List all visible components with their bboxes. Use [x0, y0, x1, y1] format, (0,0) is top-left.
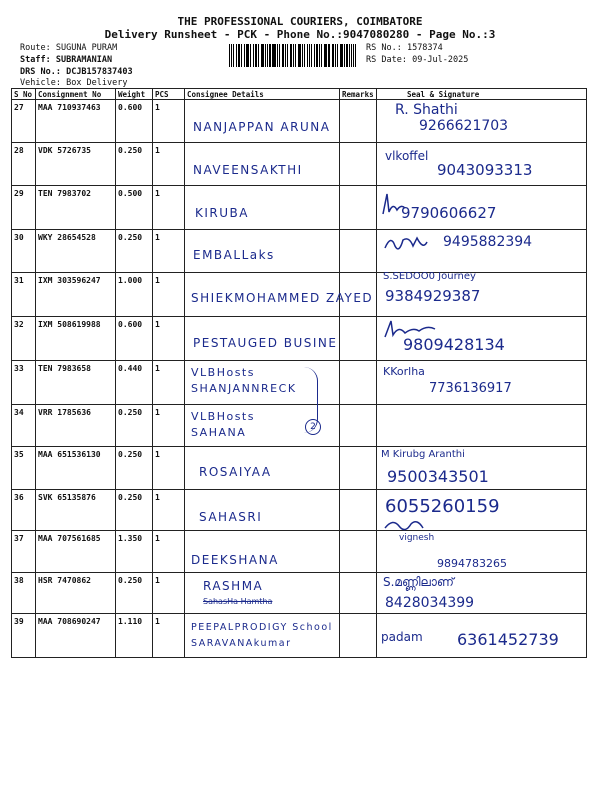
cell-sno: 27: [12, 100, 36, 143]
phone-handwriting: 6361452739: [457, 630, 559, 649]
col-weight: Weight: [116, 89, 153, 100]
phone-handwriting: 8428034399: [385, 595, 475, 611]
table-row: [12, 143, 587, 186]
cell-pcs: 1: [153, 230, 185, 273]
consignee-handwriting: PESTAUGED BUSINE: [193, 336, 338, 350]
cell-weight: 1.350: [116, 531, 153, 573]
cell-consignee: [185, 573, 340, 614]
table-row: [12, 186, 587, 230]
col-pcs: PCS: [153, 89, 185, 100]
cell-sno: 34: [12, 405, 36, 447]
cell-consignment: WKY 28654528: [36, 230, 116, 273]
cell-sno: 32: [12, 317, 36, 361]
col-consignment: Consignment No: [36, 89, 116, 100]
cell-remarks: [340, 273, 377, 317]
cell-sno: 29: [12, 186, 36, 230]
cell-pcs: 1: [153, 405, 185, 447]
table-header-row: [12, 89, 587, 100]
col-sno: S No: [12, 89, 36, 100]
phone-handwriting: 7736136917: [429, 381, 512, 396]
cell-pcs: 1: [153, 573, 185, 614]
cell-consignment: TEN 7983702: [36, 186, 116, 230]
cell-consignee: [185, 273, 374, 317]
staff-value: SUBRAMANIAN: [55, 55, 113, 65]
cell-consignee: [185, 317, 340, 361]
cell-consignee: [185, 490, 340, 531]
consignee-handwriting: KIRUBA: [195, 206, 249, 220]
signature-scribble: [383, 232, 433, 256]
cell-sno: 36: [12, 490, 36, 531]
phone-handwriting: 9894783265: [437, 557, 507, 570]
cell-consignment: MAA 707561685: [36, 531, 116, 573]
cell-pcs: 1: [153, 531, 185, 573]
cell-pcs: 1: [153, 273, 185, 317]
cell-weight: 0.600: [116, 100, 153, 143]
consignee-handwriting: PEEPALPRODIGY School SARAVANAkumar: [191, 622, 333, 649]
cell-weight: 0.250: [116, 573, 153, 614]
phone-handwriting: 9384929387: [385, 287, 481, 305]
consignee-handwriting: RASHMA: [203, 579, 264, 593]
cell-consignee: [185, 230, 340, 273]
signature-handwriting: M Kirubg Aranthi: [381, 449, 465, 460]
cell-consignee: [185, 405, 340, 447]
cell-signature: [377, 186, 587, 230]
cell-consignee: [185, 186, 340, 230]
cell-weight: 0.250: [116, 230, 153, 273]
phone-handwriting: 9043093313: [437, 161, 533, 179]
cell-pcs: 1: [153, 447, 185, 490]
cell-remarks: [340, 100, 377, 143]
cell-remarks: [340, 143, 377, 186]
cell-weight: 0.250: [116, 490, 153, 531]
runsheet-subtitle: Delivery Runsheet - PCK - Phone No.:9047080280 - Page No.:3: [104, 28, 496, 41]
cell-remarks: [340, 405, 377, 447]
table-row: [12, 230, 587, 273]
cell-sno: 30: [12, 230, 36, 273]
col-signature: Seal & Signature: [377, 89, 587, 100]
cell-remarks: [340, 531, 377, 573]
cell-sno: 35: [12, 447, 36, 490]
table-row: [12, 573, 587, 614]
phone-handwriting: 9809428134: [403, 335, 505, 354]
table-row: [12, 273, 587, 317]
cell-consignment: HSR 7470862: [36, 573, 116, 614]
pair-marker: 2: [305, 419, 321, 435]
cell-signature: [377, 405, 587, 447]
table-row: [12, 490, 587, 531]
cell-pcs: 1: [153, 143, 185, 186]
cell-pcs: 1: [153, 614, 185, 658]
route-line: [20, 43, 117, 54]
cell-signature: [377, 447, 587, 490]
cell-pcs: 1: [153, 361, 185, 405]
cell-weight: 0.500: [116, 186, 153, 230]
cell-sno: 37: [12, 531, 36, 573]
cell-remarks: [340, 186, 377, 230]
consignee-handwriting: EMBALLaks: [193, 248, 275, 262]
barcode: [229, 44, 357, 67]
cell-weight: 0.600: [116, 317, 153, 361]
cell-weight: 0.250: [116, 405, 153, 447]
cell-consignee: [185, 143, 340, 186]
consignee-handwriting: VLBHosts SHANJANNRECK: [191, 366, 297, 395]
cell-consignee: [185, 100, 340, 143]
cell-weight: 0.250: [116, 143, 153, 186]
vehicle-label: Vehicle:: [20, 78, 61, 88]
cell-consignee: [185, 531, 340, 573]
cell-consignment: SVK 65135876: [36, 490, 116, 531]
cell-consignee: [185, 361, 340, 405]
cell-weight: 1.110: [116, 614, 153, 658]
cell-signature: [377, 573, 587, 614]
cell-weight: 0.440: [116, 361, 153, 405]
cell-signature: [377, 273, 587, 317]
cell-signature: [377, 361, 587, 405]
cell-signature: [377, 100, 587, 143]
rs-date-label: RS Date:: [366, 55, 407, 65]
table-row: [12, 361, 587, 405]
cell-sno: 33: [12, 361, 36, 405]
drs-label: DRS No.:: [20, 67, 61, 77]
consignee-handwriting: ROSAIYAA: [199, 465, 272, 479]
cell-weight: 1.000: [116, 273, 153, 317]
phone-handwriting: 9500343501: [387, 467, 489, 486]
rs-no-line: [366, 43, 443, 54]
table-row: [12, 447, 587, 490]
signature-scribble: [383, 317, 443, 341]
cell-consignment: MAA 651536130: [36, 447, 116, 490]
cell-consignment: IXM 303596247: [36, 273, 116, 317]
signature-handwriting: vlkoffel: [385, 149, 429, 163]
route-value: SUGUNA PURAM: [55, 43, 118, 53]
consignee-handwriting: VLBHosts SAHANA: [191, 410, 255, 439]
cell-consignment: IXM 508619988: [36, 317, 116, 361]
table-row: [12, 614, 587, 658]
cell-pcs: 1: [153, 100, 185, 143]
route-label: Route:: [20, 43, 51, 53]
cell-consignment: TEN 7983658: [36, 361, 116, 405]
cell-remarks: [340, 361, 377, 405]
staff-label: Staff:: [20, 55, 51, 65]
cell-consignment: MAA 710937463: [36, 100, 116, 143]
rs-date-value: 09-Jul-2025: [412, 55, 469, 65]
table-row: [12, 317, 587, 361]
table-row: [12, 531, 587, 573]
signature-handwriting: KKorlha: [383, 365, 425, 378]
cell-consignee: [185, 447, 340, 490]
cell-signature: [377, 531, 587, 573]
cell-remarks: [340, 490, 377, 531]
runsheet-table: [11, 88, 587, 658]
struck-out-name: SahasHa Hamtha: [203, 597, 273, 606]
signature-handwriting: padam: [381, 630, 423, 644]
cell-consignee: [185, 614, 340, 658]
rs-no-label: RS No.:: [366, 43, 402, 53]
cell-signature: [377, 143, 587, 186]
signature-handwriting: R. Shathi: [395, 102, 458, 118]
cell-remarks: [340, 614, 377, 658]
cell-consignment: VRR 1785636: [36, 405, 116, 447]
rs-date-line: [366, 55, 468, 66]
signature-handwriting: vignesh: [399, 533, 435, 543]
cell-pcs: 1: [153, 490, 185, 531]
cell-signature: [377, 230, 587, 273]
cell-pcs: 1: [153, 317, 185, 361]
cell-sno: 39: [12, 614, 36, 658]
phone-handwriting: 9790606627: [401, 204, 497, 222]
cell-remarks: [340, 447, 377, 490]
drs-value: DCJB157837403: [66, 67, 133, 77]
consignee-handwriting: NAVEENSAKTHI: [193, 163, 303, 177]
signature-handwriting: S.SEDOO0 Journey: [383, 271, 476, 282]
cell-remarks: [340, 317, 377, 361]
consignee-handwriting: NANJAPPAN ARUNA: [193, 120, 331, 134]
cell-signature: [377, 317, 587, 361]
phone-handwriting: 9266621703: [419, 118, 509, 134]
cell-signature: [377, 614, 587, 658]
cell-signature: [377, 490, 587, 531]
signature-handwriting: S.മണ്ണിലാണ്: [383, 575, 454, 589]
col-consignee: Consignee Details: [185, 89, 340, 100]
vehicle-value: Box Delivery: [66, 78, 128, 88]
cell-sno: 38: [12, 573, 36, 614]
phone-handwriting: 9495882394: [443, 234, 533, 250]
company-title: THE PROFESSIONAL COURIERS, COIMBATORE: [177, 15, 423, 28]
cell-remarks: [340, 573, 377, 614]
cell-remarks: [340, 230, 377, 273]
consignee-handwriting: DEEKSHANA: [191, 553, 279, 567]
staff-line: [20, 55, 112, 66]
cell-consignment: VDK 5726735: [36, 143, 116, 186]
rs-no-value: 1578374: [406, 43, 443, 53]
cell-pcs: 1: [153, 186, 185, 230]
consignee-handwriting: SHIEKMOHAMMED ZAYED: [191, 291, 374, 305]
col-remarks: Remarks: [340, 89, 377, 100]
cell-sno: 31: [12, 273, 36, 317]
phone-handwriting: 6055260159: [385, 496, 500, 517]
drs-line: [20, 67, 133, 78]
table-row: [12, 100, 587, 143]
cell-sno: 28: [12, 143, 36, 186]
table-row: [12, 405, 587, 447]
signature-scribble: [381, 190, 411, 220]
consignee-handwriting: SAHASRI: [199, 510, 263, 524]
cell-consignment: MAA 708690247: [36, 614, 116, 658]
cell-weight: 0.250: [116, 447, 153, 490]
